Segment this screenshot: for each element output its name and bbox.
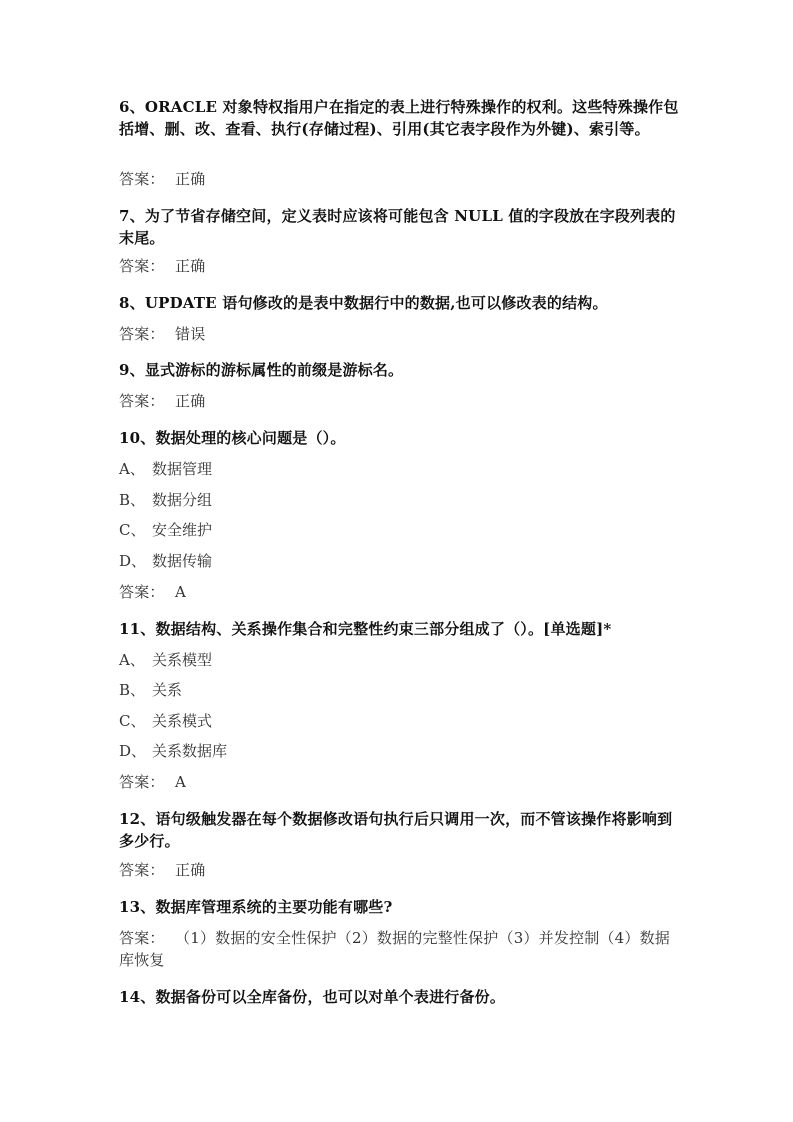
option-d xyxy=(119,740,227,762)
option-label: B、 xyxy=(119,681,146,699)
option-label: D、 xyxy=(119,552,147,570)
option-label: A、 xyxy=(119,460,145,478)
option-b xyxy=(119,489,212,511)
question-text: 10、数据处理的核心问题是（）。 xyxy=(119,429,346,447)
option-a xyxy=(119,458,212,480)
answer-label: 答案： xyxy=(119,773,165,791)
answer-label: 答案： xyxy=(119,861,165,879)
option-text: 关系模型 xyxy=(152,651,213,669)
answer-label: 答案： xyxy=(119,325,165,343)
answer-line xyxy=(119,927,679,971)
answer-value: A xyxy=(175,583,187,601)
question-text: 12、语句级触发器在每个数据修改语句执行后只调用一次，而不管该操作将影响到多少行。 xyxy=(119,810,673,850)
answer-value: 正确 xyxy=(175,861,206,879)
option-label: C、 xyxy=(119,521,146,539)
option-a xyxy=(119,649,212,671)
question-text: 14、数据备份可以全库备份，也可以对单个表进行备份。 xyxy=(119,988,506,1006)
option-text: 数据管理 xyxy=(152,460,213,478)
answer-line xyxy=(119,168,679,190)
option-text: 关系模式 xyxy=(152,712,213,730)
option-b xyxy=(119,679,182,701)
option-c xyxy=(119,710,212,732)
answer-line xyxy=(119,859,679,881)
option-label: D、 xyxy=(119,742,147,760)
option-text: 关系 xyxy=(152,681,183,699)
option-text: 关系数据库 xyxy=(152,742,228,760)
answer-label: 答案： xyxy=(119,929,165,947)
answer-label: 答案： xyxy=(119,392,165,410)
option-label: B、 xyxy=(119,491,146,509)
question-text: 7、为了节省存储空间，定义表时应该将可能包含 NULL 值的字段放在字段列表的末尾。 xyxy=(119,207,676,247)
answer-value: A xyxy=(175,773,187,791)
option-label: A、 xyxy=(119,651,145,669)
question-text: 6、ORACLE 对象特权指用户在指定的表上进行特殊操作的权利。这些特殊操作包括增、删、改、查看、执行(存储过程)、引用(其它表字段作为外键)、索引等。 xyxy=(119,98,679,138)
answer-label: 答案： xyxy=(119,170,165,188)
answer-value: 错误 xyxy=(175,325,206,343)
answer-line xyxy=(119,323,679,345)
option-text: 数据传输 xyxy=(152,552,213,570)
answer-line xyxy=(119,581,679,603)
question-text: 11、数据结构、关系操作集合和完整性约束三部分组成了（）。[单选题]* xyxy=(119,620,612,638)
option-text: 数据分组 xyxy=(152,491,213,509)
answer-value: （1）数据的安全性保护（2）数据的完整性保护（3）并发控制（4）数据库恢复 xyxy=(119,929,670,969)
option-label: C、 xyxy=(119,712,146,730)
question-text: 13、数据库管理系统的主要功能有哪些? xyxy=(119,898,393,916)
answer-value: 正确 xyxy=(175,392,206,410)
question-text: 9、显式游标的游标属性的前缀是游标名。 xyxy=(119,361,404,379)
question-text: 8、UPDATE 语句修改的是表中数据行中的数据,也可以修改表的结构。 xyxy=(119,294,608,312)
answer-label: 答案： xyxy=(119,583,165,601)
answer-line xyxy=(119,771,679,793)
option-text: 安全维护 xyxy=(152,521,213,539)
answer-line xyxy=(119,255,679,277)
answer-line xyxy=(119,390,679,412)
answer-label: 答案： xyxy=(119,257,165,275)
option-d xyxy=(119,550,212,572)
answer-value: 正确 xyxy=(175,257,206,275)
option-c xyxy=(119,519,212,541)
answer-value: 正确 xyxy=(175,170,206,188)
